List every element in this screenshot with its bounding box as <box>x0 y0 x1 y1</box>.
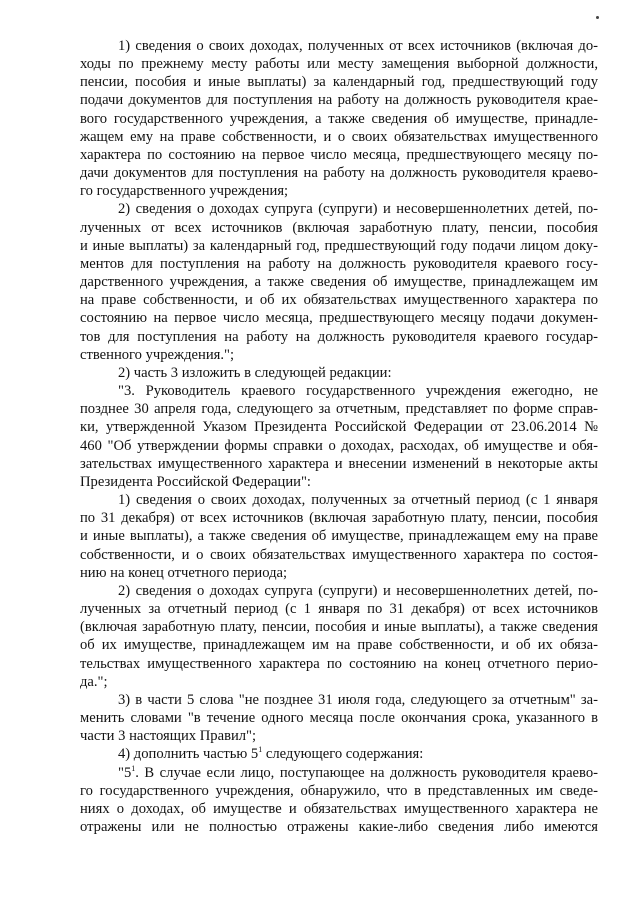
text-line: состоянию на первое число месяца, предшествующего месяцу подачи докумен- <box>80 310 598 326</box>
text-line: и иные выплаты) за календарный год, предшествующий году подачи лицом доку- <box>80 238 598 254</box>
text-line: 2) сведения о доходах супруга (супруги) и несовершеннолетних детей, по- <box>118 201 598 217</box>
text-line: лученных от всех источников (включая заработную плату, пенсии, пособия <box>80 220 598 236</box>
scan-dot <box>596 16 599 19</box>
text-line: тов для поступления на работу на должность руководителя краевого государ- <box>80 329 598 345</box>
text-line: об их имуществе, принадлежащем им на праве собственности, и об их обяза- <box>80 637 598 653</box>
text-line: менить словами "в течение одного месяца после окончания срока, указанного в <box>80 710 598 726</box>
text-line: го государственного учреждения, обнаружило, что в представленных им сведе- <box>80 783 598 799</box>
text-line: отражены или не полностью отражены какие-либо сведения либо имеются <box>80 819 598 835</box>
text-line: ственного учреждения."; <box>80 347 235 363</box>
text-line: дачи документов для поступления на работу на должность руководителя краево- <box>80 165 598 181</box>
text-line: тельствах имущественного характера по состоянию на конец отчетного перио- <box>80 656 598 672</box>
text-line: 1) сведения о своих доходах, полученных от всех источников (включая до- <box>118 38 598 54</box>
text-line: вого государственного учреждения, а также сведения об имуществе, принадле- <box>80 111 598 127</box>
text-line: жащем ему на праве собственности, и о своих обязательствах имущественного <box>80 129 598 145</box>
text-line: 2) сведения о доходах супруга (супруги) и несовершеннолетних детей, по- <box>118 583 598 599</box>
text-line: ниях о доходах, об имуществе и обязательствах имущественного характера не <box>80 801 598 817</box>
text-line: и иные выплаты), а также сведения об имуществе, принадлежащем ему на праве <box>80 528 598 544</box>
text-line: зательствах имущественного характера и внесении изменений в некоторые акты <box>80 456 598 472</box>
text-line: на праве собственности, и об их обязательствах имущественного характера по <box>80 292 598 308</box>
text-line: 3) в части 5 слова "не позднее 31 июля года, следующего за отчетным" за- <box>118 692 598 708</box>
text-line: части 3 настоящих Правил"; <box>80 728 257 744</box>
text-fragment: 4) дополнить частью 5 <box>118 746 259 762</box>
text-line: позднее 30 апреля года, следующего за отчетным, представляет по форме справ- <box>80 401 598 417</box>
text-fragment: . В случае если лицо, поступающее на должность руководителя краево- <box>135 765 598 781</box>
text-line: подачи документов для поступления на работу на должность руководителя крае- <box>80 92 598 108</box>
text-line: характера по состоянию на первое число месяца, предшествующего месяцу по- <box>80 147 598 163</box>
text-line: дарственного учреждения, а также сведения об имуществе, принадлежащем им <box>80 274 598 290</box>
text-line: Президента Российской Федерации": <box>80 474 311 490</box>
text-line: по 31 декабря) от всех источников (включая заработную плату, пенсии, пособия <box>80 510 598 526</box>
text-line: да."; <box>80 674 108 690</box>
superscript: 1 <box>131 764 136 773</box>
superscript: 1 <box>258 745 263 754</box>
text-line: го государственного учреждения; <box>80 183 289 199</box>
text-line: нию на конец отчетного периода; <box>80 565 288 581</box>
text-line: "3. Руководитель краевого государственного учреждения ежегодно, не <box>118 383 598 399</box>
text-fragment: следующего содержания: <box>265 746 424 762</box>
text-line: (включая заработную плату, пенсии, пособия и иные выплаты), а также сведения <box>80 619 598 635</box>
text-line: пенсии, пособия и иные выплаты) за календарный год, предшествующий году <box>80 74 598 90</box>
text-line: 460 "Об утверждении формы справки о доходах, расходах, об имуществе и обя- <box>80 438 598 454</box>
text-line: ментов для поступления на работу на должность руководителя краевого госу- <box>80 256 598 272</box>
text-line: 2) часть 3 изложить в следующей редакции: <box>118 365 392 381</box>
text-fragment: "5 <box>118 765 132 781</box>
text-line: ходы по прежнему месту работы или месту замещения выборной должности, <box>80 56 598 72</box>
text-line: лученных за отчетный период (с 1 января по 31 декабря) от всех источников <box>80 601 598 617</box>
text-line <box>118 745 598 763</box>
text-line: 1) сведения о своих доходах, полученных за отчетный период (с 1 января <box>118 492 598 508</box>
text-line <box>118 764 598 782</box>
text-line: собственности, и о своих обязательствах имущественного характера по состоя- <box>80 547 598 563</box>
text-line: ки, утвержденной Указом Президента Российской Федерации от 23.06.2014 № <box>80 419 598 435</box>
